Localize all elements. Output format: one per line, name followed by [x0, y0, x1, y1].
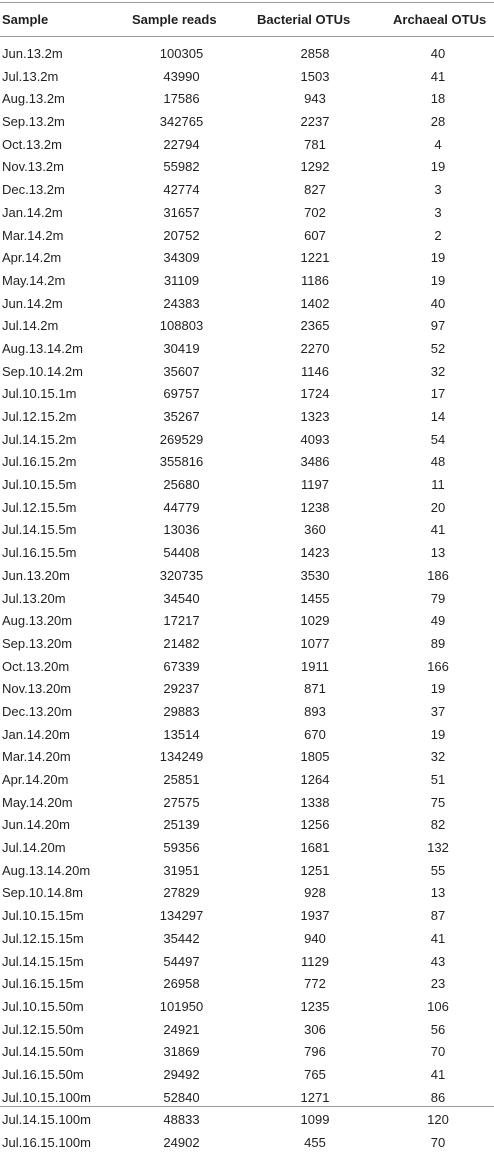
archaeal-otus-cell: 3: [434, 204, 442, 220]
sample-cell: Mar.14.20m: [2, 749, 71, 765]
table-row: [0, 655, 494, 678]
table-row: [0, 269, 494, 292]
sample-cell: Jul.16.15.5m: [2, 545, 77, 561]
table-header-row: [0, 3, 494, 36]
bacterial-otus-cell: 1455: [300, 590, 330, 606]
sample-cell: Jul.12.15.50m: [2, 1021, 84, 1037]
table-row: [0, 496, 494, 519]
sample-reads-cell: 54408: [163, 545, 200, 561]
archaeal-otus-cell: 19: [430, 272, 446, 288]
bacterial-otus-cell: 670: [304, 726, 326, 742]
archaeal-otus-cell: 49: [430, 613, 446, 629]
table-row: [0, 360, 494, 383]
bacterial-otus-cell: 1402: [300, 295, 330, 311]
sample-reads-cell: 27575: [163, 794, 200, 810]
table-row: [0, 904, 494, 927]
bacterial-otus-cell: 2858: [300, 46, 330, 61]
table-row: [0, 677, 494, 700]
archaeal-otus-cell: 186: [427, 567, 449, 583]
sample-reads-cell: 342765: [159, 114, 204, 130]
header-bacterial-otus: Bacterial OTUs: [257, 12, 351, 27]
sample-reads-cell: 31109: [163, 272, 200, 288]
archaeal-otus-cell: 41: [430, 1066, 446, 1082]
table-row: [0, 632, 494, 655]
sample-cell: Dec.13.2m: [2, 182, 65, 198]
sample-cell: Jul.12.15.5m: [2, 499, 77, 515]
archaeal-otus-cell: 18: [430, 91, 446, 107]
table-row: [0, 133, 494, 156]
sample-cell: Jul.14.15.2m: [2, 431, 77, 447]
sample-cell: Jun.13.20m: [2, 567, 70, 583]
table-row: [0, 246, 494, 269]
table-row: [0, 564, 494, 587]
table-row: [0, 1040, 494, 1063]
archaeal-otus-cell: 28: [430, 114, 446, 130]
sample-cell: Oct.13.20m: [2, 658, 70, 674]
archaeal-otus-cell: 19: [430, 726, 446, 742]
sample-cell: Jul.12.15.15m: [2, 930, 84, 946]
archaeal-otus-cell: 13: [430, 885, 446, 901]
bacterial-otus-cell: 1251: [300, 862, 330, 878]
bacterial-otus-cell: 1724: [300, 386, 330, 402]
sample-cell: Jul.14.15.100m: [2, 1112, 91, 1128]
bacterial-otus-cell: 1271: [300, 1089, 330, 1105]
archaeal-otus-cell: 43: [430, 953, 446, 969]
sample-cell: Jul.14.15.5m: [2, 522, 77, 538]
archaeal-otus-cell: 97: [430, 318, 446, 334]
table-row: [0, 541, 494, 564]
sample-cell: Sep.13.20m: [2, 635, 73, 651]
sample-reads-cell: 35607: [163, 363, 200, 379]
sample-reads-cell: 44779: [163, 499, 200, 515]
archaeal-otus-cell: 20: [430, 499, 446, 515]
sample-cell: Nov.13.2m: [2, 159, 64, 175]
sample-reads-cell: 55982: [163, 159, 200, 175]
table-row: [0, 201, 494, 224]
sample-reads-cell: 29237: [163, 681, 200, 697]
archaeal-otus-cell: 54: [430, 431, 446, 447]
bacterial-otus-cell: 607: [304, 227, 326, 243]
sample-reads-cell: 54497: [163, 953, 200, 969]
archaeal-otus-cell: 37: [430, 703, 446, 719]
sample-cell: May.14.2m: [2, 272, 66, 288]
header-sample: Sample: [2, 12, 49, 27]
sample-reads-cell: 52840: [163, 1089, 200, 1105]
bacterial-otus-cell: 1503: [300, 68, 330, 84]
table-row: [0, 836, 494, 859]
bacterial-otus-cell: 2270: [300, 340, 330, 356]
sample-reads-cell: 42774: [163, 182, 200, 198]
table-row: [0, 768, 494, 791]
sample-cell: Aug.13.14.2m: [2, 340, 83, 356]
table-row: [0, 450, 494, 473]
archaeal-otus-cell: 19: [430, 681, 446, 697]
table-row: [0, 927, 494, 950]
sample-cell: Aug.13.2m: [2, 91, 65, 107]
sample-reads-cell: 25139: [163, 817, 200, 833]
archaeal-otus-cell: 132: [427, 840, 449, 856]
archaeal-otus-cell: 32: [430, 363, 446, 379]
bacterial-otus-cell: 3530: [300, 567, 330, 583]
sample-cell: Aug.13.14.20m: [2, 862, 91, 878]
table-row: [0, 700, 494, 723]
archaeal-otus-cell: 14: [430, 409, 446, 424]
sample-cell: Jul.10.15.1m: [2, 386, 77, 402]
bacterial-otus-cell: 1197: [301, 477, 329, 493]
bacterial-otus-cell: 1423: [300, 545, 330, 561]
archaeal-otus-cell: 56: [430, 1021, 446, 1037]
archaeal-otus-cell: 11: [431, 477, 445, 493]
table-row: [0, 1108, 494, 1131]
bacterial-otus-cell: 1292: [300, 159, 330, 175]
table-row: [0, 1018, 494, 1041]
sample-cell: Nov.13.20m: [2, 681, 72, 697]
sample-reads-cell: 17217: [163, 613, 200, 629]
sample-cell: Jul.14.15.50m: [2, 1044, 84, 1060]
archaeal-otus-cell: 75: [430, 794, 446, 810]
header-sample-reads: Sample reads: [132, 12, 217, 27]
sample-reads-cell: 69757: [163, 386, 200, 402]
sample-reads-cell: 101950: [159, 998, 204, 1014]
archaeal-otus-cell: 40: [430, 46, 446, 61]
sample-cell: Jul.16.15.50m: [2, 1066, 84, 1082]
bacterial-otus-cell: 1323: [300, 409, 330, 424]
sample-reads-cell: 134249: [159, 749, 204, 765]
sample-reads-cell: 34540: [163, 590, 200, 606]
table-row: [0, 950, 494, 973]
bacterial-otus-cell: 772: [304, 976, 326, 992]
table-bottom-rule: [0, 1106, 494, 1107]
sample-reads-cell: 35267: [163, 409, 200, 424]
archaeal-otus-cell: 17: [430, 386, 446, 402]
sample-cell: Dec.13.20m: [2, 703, 73, 719]
table-row: [0, 292, 494, 315]
sample-reads-cell: 13036: [163, 522, 200, 538]
table-row: [0, 859, 494, 882]
table-row: [0, 609, 494, 632]
archaeal-otus-cell: 4: [434, 136, 442, 152]
sample-reads-cell: 355816: [159, 454, 204, 470]
bacterial-otus-cell: 1235: [300, 998, 330, 1014]
table-row: [0, 178, 494, 201]
sample-cell: Jul.16.15.2m: [2, 454, 77, 470]
header-archaeal-otus: Archaeal OTUs: [393, 12, 487, 27]
bacterial-otus-cell: 702: [304, 204, 326, 220]
sample-cell: Jul.10.15.100m: [2, 1089, 91, 1105]
sample-cell: Jul.13.2m: [2, 68, 59, 84]
archaeal-otus-cell: 79: [430, 590, 446, 606]
bacterial-otus-cell: 1937: [300, 908, 330, 924]
sample-reads-cell: 13514: [163, 726, 200, 742]
table-row: [0, 87, 494, 110]
sample-cell: Jul.14.15.15m: [2, 953, 84, 969]
bacterial-otus-cell: 4093: [300, 431, 330, 447]
sample-reads-cell: 25680: [163, 477, 200, 493]
sample-reads-cell: 320735: [159, 567, 204, 583]
table-row: [0, 42, 494, 65]
sample-reads-cell: 25851: [163, 772, 200, 787]
bacterial-otus-cell: 893: [304, 703, 326, 719]
table-row: [0, 224, 494, 247]
sample-reads-cell: 31869: [163, 1044, 200, 1060]
sample-reads-cell: 17586: [163, 91, 200, 107]
archaeal-otus-cell: 120: [427, 1112, 449, 1128]
archaeal-otus-cell: 41: [430, 522, 446, 538]
sample-cell: Apr.14.2m: [2, 250, 62, 266]
archaeal-otus-cell: 166: [427, 658, 449, 674]
sample-reads-cell: 100305: [159, 46, 204, 61]
sample-cell: Mar.14.2m: [2, 227, 64, 243]
table-row: [0, 587, 494, 610]
bacterial-otus-cell: 1221: [300, 250, 330, 266]
sample-cell: Oct.13.2m: [2, 136, 62, 152]
sample-cell: Apr.14.20m: [2, 772, 69, 787]
bacterial-otus-cell: 1256: [300, 817, 330, 833]
sample-reads-cell: 30419: [163, 340, 200, 356]
sample-reads-cell: 29492: [163, 1066, 200, 1082]
bacterial-otus-cell: 827: [304, 182, 326, 198]
archaeal-otus-cell: 41: [430, 930, 446, 946]
sample-cell: Aug.13.20m: [2, 613, 73, 629]
bacterial-otus-cell: 1681: [300, 840, 330, 856]
table-row: [0, 813, 494, 836]
archaeal-otus-cell: 32: [430, 749, 446, 765]
table-row: [0, 382, 494, 405]
sample-reads-cell: 27829: [163, 885, 200, 901]
table-row: [0, 65, 494, 88]
bacterial-otus-cell: 1029: [300, 613, 330, 629]
bacterial-otus-cell: 1129: [301, 953, 329, 969]
bacterial-otus-cell: 2365: [300, 318, 330, 334]
sample-reads-cell: 24902: [163, 1135, 200, 1150]
sample-reads-cell: 48833: [163, 1112, 200, 1128]
sample-reads-cell: 21482: [163, 635, 200, 651]
bacterial-otus-cell: 928: [304, 885, 326, 901]
archaeal-otus-cell: 19: [430, 250, 446, 266]
sample-cell: Jul.12.15.2m: [2, 409, 77, 424]
sample-cell: Jun.14.20m: [2, 817, 70, 833]
table-row: [0, 110, 494, 133]
sample-cell: May.14.20m: [2, 794, 73, 810]
sample-cell: Jul.13.20m: [2, 590, 66, 606]
table-row: [0, 314, 494, 337]
archaeal-otus-cell: 23: [430, 976, 446, 992]
bacterial-otus-cell: 796: [304, 1044, 326, 1060]
table-row: [0, 723, 494, 746]
sample-cell: Jul.10.15.5m: [2, 477, 77, 493]
sample-reads-cell: 31657: [163, 204, 200, 220]
archaeal-otus-cell: 3: [434, 182, 442, 198]
sample-reads-cell: 43990: [163, 68, 200, 84]
archaeal-otus-cell: 87: [430, 908, 446, 924]
table-row: [0, 881, 494, 904]
table-row: [0, 428, 494, 451]
table-row: [0, 1063, 494, 1086]
sample-cell: Jul.10.15.15m: [2, 908, 84, 924]
archaeal-otus-cell: 89: [430, 635, 446, 651]
sample-reads-cell: 20752: [163, 227, 200, 243]
bacterial-otus-cell: 1077: [300, 635, 330, 651]
archaeal-otus-cell: 52: [430, 340, 446, 356]
table-row: [0, 337, 494, 360]
bacterial-otus-cell: 943: [304, 91, 326, 107]
sample-cell: Sep.10.14.2m: [2, 363, 83, 379]
sample-reads-cell: 24921: [163, 1021, 200, 1037]
sample-reads-cell: 59356: [163, 840, 200, 856]
sample-reads-cell: 22794: [163, 136, 200, 152]
table-body: [0, 42, 494, 1154]
sample-cell: Jun.13.2m: [2, 46, 63, 61]
sample-cell: Jul.10.15.50m: [2, 998, 84, 1014]
sample-cell: Jun.14.2m: [2, 295, 63, 311]
bacterial-otus-cell: 1238: [300, 499, 330, 515]
table-row: [0, 972, 494, 995]
sample-cell: Jul.14.20m: [2, 840, 66, 856]
archaeal-otus-cell: 41: [430, 68, 446, 84]
archaeal-otus-cell: 70: [430, 1044, 446, 1060]
sample-reads-cell: 35442: [163, 930, 200, 946]
archaeal-otus-cell: 51: [430, 772, 446, 787]
bacterial-otus-cell: 455: [304, 1135, 326, 1150]
table-row: [0, 791, 494, 814]
sample-cell: Jan.14.2m: [2, 204, 63, 220]
bacterial-otus-cell: 306: [304, 1021, 326, 1037]
sample-cell: Jul.16.15.15m: [2, 976, 84, 992]
bacterial-otus-cell: 1186: [301, 272, 329, 288]
sample-cell: Jul.16.15.100m: [2, 1135, 91, 1150]
sample-cell: Jan.14.20m: [2, 726, 70, 742]
sample-reads-cell: 67339: [163, 658, 200, 674]
bacterial-otus-cell: 1911: [301, 658, 329, 674]
archaeal-otus-cell: 19: [430, 159, 446, 175]
bacterial-otus-cell: 765: [304, 1066, 326, 1082]
bacterial-otus-cell: 1805: [300, 749, 330, 765]
sample-cell: Sep.10.14.8m: [2, 885, 83, 901]
table-row: [0, 1086, 494, 1109]
table-row: [0, 1131, 494, 1154]
sample-reads-cell: 26958: [163, 976, 200, 992]
sample-reads-cell: 134297: [159, 908, 204, 924]
sample-cell: Jul.14.2m: [2, 318, 59, 334]
archaeal-otus-cell: 106: [427, 998, 449, 1014]
table-row: [0, 473, 494, 496]
sample-reads-cell: 34309: [163, 250, 200, 266]
table-header-rule: [0, 36, 494, 37]
archaeal-otus-cell: 2: [434, 227, 442, 243]
bacterial-otus-cell: 1146: [301, 363, 329, 379]
sample-reads-cell: 31951: [163, 862, 200, 878]
bacterial-otus-cell: 940: [304, 930, 326, 946]
archaeal-otus-cell: 13: [430, 545, 446, 561]
sample-cell: Sep.13.2m: [2, 114, 65, 130]
bacterial-otus-cell: 1264: [300, 772, 330, 787]
table-row: [0, 155, 494, 178]
sample-reads-cell: 29883: [163, 703, 200, 719]
bacterial-otus-cell: 1338: [300, 794, 330, 810]
sample-reads-cell: 269529: [159, 431, 204, 447]
archaeal-otus-cell: 48: [430, 454, 446, 470]
archaeal-otus-cell: 70: [430, 1135, 446, 1150]
archaeal-otus-cell: 82: [430, 817, 446, 833]
archaeal-otus-cell: 40: [430, 295, 446, 311]
bacterial-otus-cell: 1099: [300, 1112, 330, 1128]
bacterial-otus-cell: 781: [304, 136, 326, 152]
table-row: [0, 405, 494, 428]
table-row: [0, 745, 494, 768]
archaeal-otus-cell: 86: [430, 1089, 446, 1105]
sample-reads-cell: 108803: [159, 318, 204, 334]
bacterial-otus-cell: 3486: [300, 454, 330, 470]
bacterial-otus-cell: 2237: [300, 114, 330, 130]
table-row: [0, 995, 494, 1018]
bacterial-otus-cell: 871: [304, 681, 326, 697]
sample-reads-cell: 24383: [163, 295, 200, 311]
archaeal-otus-cell: 55: [430, 862, 446, 878]
table-row: [0, 518, 494, 541]
bacterial-otus-cell: 360: [304, 522, 326, 538]
